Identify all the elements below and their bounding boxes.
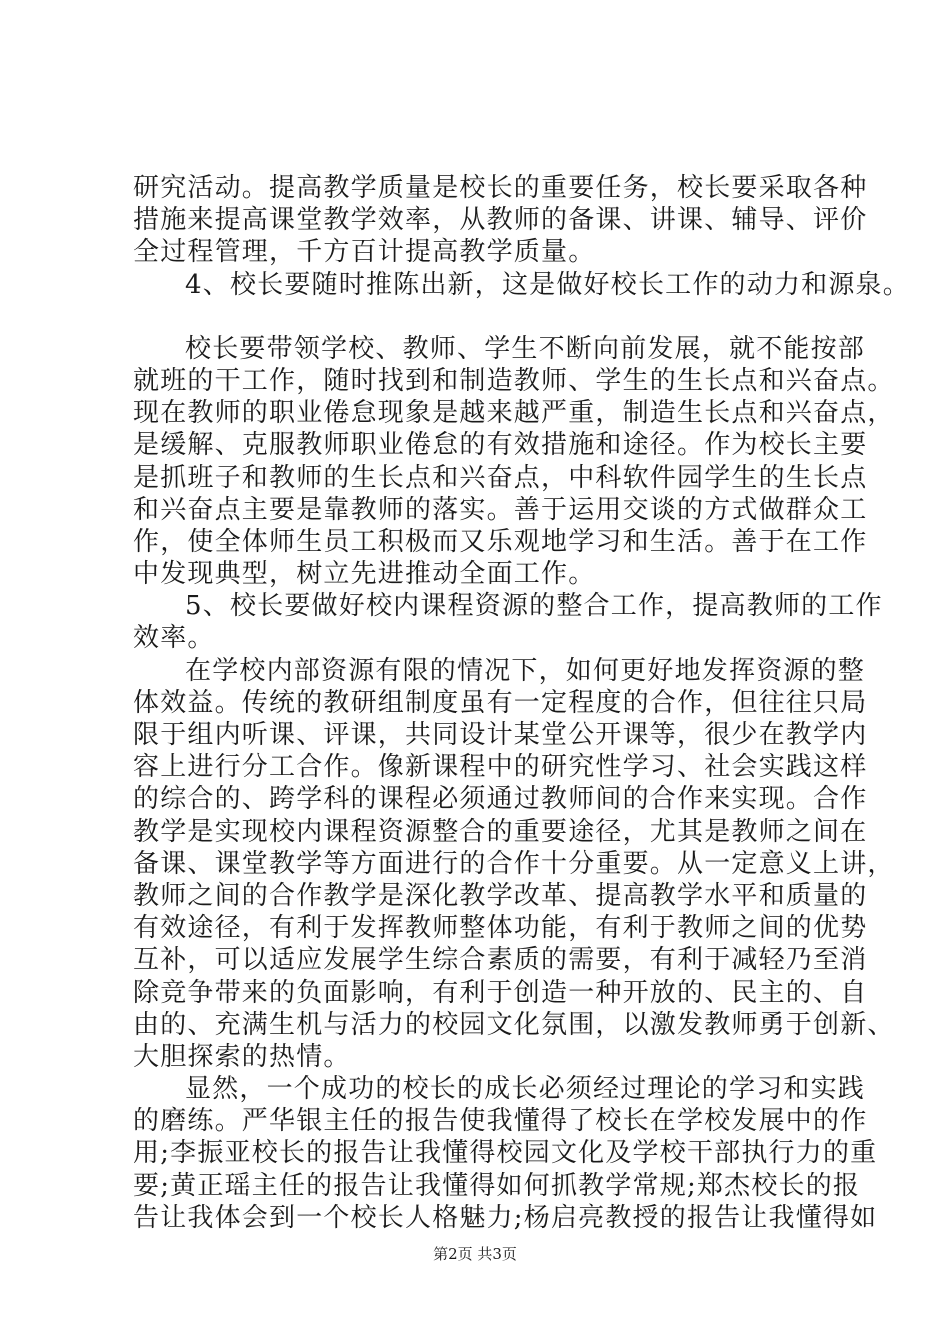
text-line: 校长要带领学校、教师、学生不断向前发展，就不能按部 <box>185 333 866 364</box>
text-line: 措施来提高课堂教学效率，从教师的备课、讲课、辅导、评价 <box>133 205 868 236</box>
text-line: 在学校内部资源有限的情况下，如何更好地发挥资源的整 <box>185 655 866 686</box>
text-line: 的综合的、跨学科的课程必须通过教师间的合作来实现。合作 <box>133 784 868 815</box>
text-line: 的磨练。严华银主任的报告使我懂得了校长在学校发展中的作 <box>133 1106 868 1137</box>
text-line: 有效途径，有利于发挥教师整体功能，有利于教师之间的优势 <box>133 913 868 944</box>
text-line: 作，使全体师生员工积极而又乐观地学习和生活。善于在工作 <box>133 526 868 557</box>
text-line: 互补，可以适应发展学生综合素质的需要，有利于减轻乃至消 <box>133 945 868 976</box>
text-line: 是缓解、克服教师职业倦怠的有效措施和途径。作为校长主要 <box>133 430 868 461</box>
text-line: 显然，一个成功的校长的成长必须经过理论的学习和实践 <box>185 1074 866 1105</box>
text-line: 由的、充满生机与活力的校园文化氛围，以激发教师勇于创新、 <box>133 1009 895 1040</box>
text-line: 备课、课堂教学等方面进行的合作十分重要。从一定意义上讲， <box>133 848 895 879</box>
text-line: 容上进行分工合作。像新课程中的研究性学习、社会实践这样 <box>133 752 868 783</box>
text-line: 现在教师的职业倦怠现象是越来越严重，制造生长点和兴奋点， <box>133 398 895 429</box>
text-line: 效率。 <box>133 623 215 654</box>
text-line: 大胆探索的热情。 <box>133 1041 351 1072</box>
text-line: 全过程管理，千方百计提高教学质量。 <box>133 237 596 268</box>
text-line: 就班的干工作，随时找到和制造教师、学生的生长点和兴奋点。 <box>133 365 895 396</box>
text-line: 要;黄正瑶主任的报告让我懂得如何抓教学常规;郑杰校长的报 <box>133 1170 861 1201</box>
text-line: 除竞争带来的负面影响，有利于创造一种开放的、民主的、自 <box>133 977 868 1008</box>
text-line: 5、校长要做好校内课程资源的整合工作，提高教师的工作 <box>185 591 883 622</box>
text-line: 教师之间的合作教学是深化教学改革、提高教学水平和质量的 <box>133 880 868 911</box>
text-line: 教学是实现校内课程资源整合的重要途径，尤其是教师之间在 <box>133 816 868 847</box>
paragraph-gap <box>133 301 848 333</box>
text-line: 中发现典型，树立先进推动全面工作。 <box>133 559 596 590</box>
text-line: 限于组内听课、评课，共同设计某堂公开课等，很少在教学内 <box>133 720 868 750</box>
text-line: 4、校长要随时推陈出新，这是做好校长工作的动力和源泉。 <box>185 269 910 300</box>
text-line: 研究活动。提高教学质量是校长的重要任务，校长要采取各种 <box>133 173 868 203</box>
text-line: 体效益。传统的教研组制度虽有一定程度的合作，但往往只局 <box>133 687 868 718</box>
body-text <box>133 172 910 1234</box>
text-line: 是抓班子和教师的生长点和兴奋点，中科软件园学生的生长点 <box>133 462 868 493</box>
text-line: 用;李振亚校长的报告让我懂得校园文化及学校干部执行力的重 <box>133 1138 878 1169</box>
text-line: 和兴奋点主要是靠教师的落实。善于运用交谈的方式做群众工 <box>133 494 868 525</box>
page-footer: 第2页 共3页 <box>433 1245 517 1263</box>
text-line: 告让我体会到一个校长人格魅力;杨启亮教授的报告让我懂得如 <box>133 1202 878 1233</box>
